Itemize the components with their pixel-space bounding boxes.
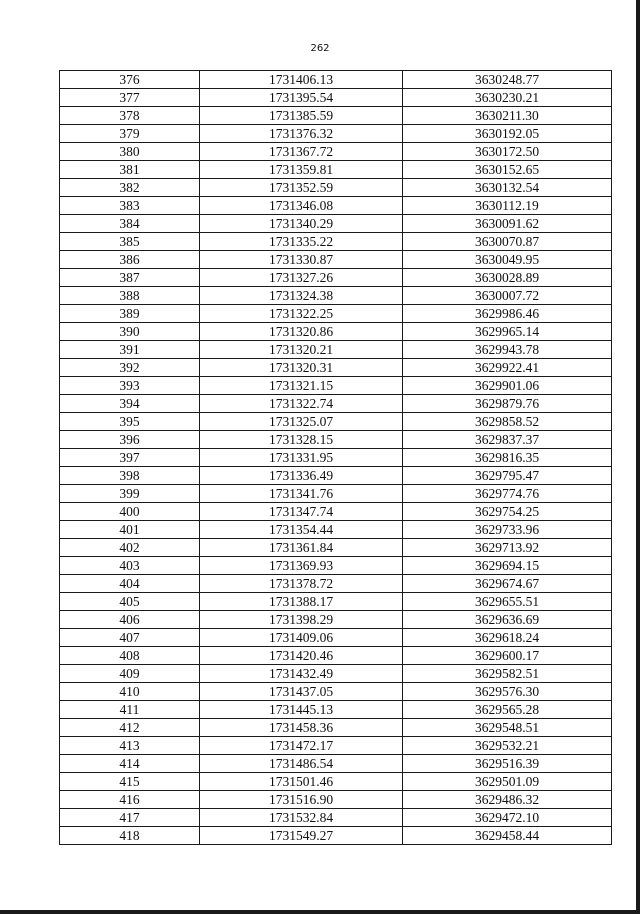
y-coordinate-cell: 3629636.69	[403, 611, 612, 629]
x-coordinate-cell: 1731347.74	[200, 503, 403, 521]
table-row	[60, 647, 612, 665]
y-coordinate-cell: 3630192.05	[403, 125, 612, 143]
table-row	[60, 719, 612, 737]
table-row	[60, 377, 612, 395]
x-coordinate-cell: 1731321.15	[200, 377, 403, 395]
y-coordinate-cell: 3629576.30	[403, 683, 612, 701]
y-coordinate-cell: 3629458.44	[403, 827, 612, 845]
y-coordinate-cell: 3630152.65	[403, 161, 612, 179]
table-row	[60, 827, 612, 845]
point-number-cell: 383	[60, 197, 200, 215]
table-row	[60, 485, 612, 503]
table-row	[60, 107, 612, 125]
x-coordinate-cell: 1731361.84	[200, 539, 403, 557]
x-coordinate-cell: 1731376.32	[200, 125, 403, 143]
x-coordinate-cell: 1731359.81	[200, 161, 403, 179]
point-number-cell: 406	[60, 611, 200, 629]
point-number-cell: 394	[60, 395, 200, 413]
point-number-cell: 409	[60, 665, 200, 683]
x-coordinate-cell: 1731352.59	[200, 179, 403, 197]
point-number-cell: 400	[60, 503, 200, 521]
y-coordinate-cell: 3629901.06	[403, 377, 612, 395]
x-coordinate-cell: 1731385.59	[200, 107, 403, 125]
y-coordinate-cell: 3629879.76	[403, 395, 612, 413]
page-number: 262	[310, 43, 330, 54]
table-row	[60, 773, 612, 791]
x-coordinate-cell: 1731328.15	[200, 431, 403, 449]
y-coordinate-cell: 3629858.52	[403, 413, 612, 431]
y-coordinate-cell: 3629532.21	[403, 737, 612, 755]
y-coordinate-cell: 3629516.39	[403, 755, 612, 773]
x-coordinate-cell: 1731437.05	[200, 683, 403, 701]
table-row	[60, 269, 612, 287]
point-number-cell: 417	[60, 809, 200, 827]
point-number-cell: 416	[60, 791, 200, 809]
point-number-cell: 404	[60, 575, 200, 593]
table-row	[60, 557, 612, 575]
x-coordinate-cell: 1731331.95	[200, 449, 403, 467]
table-row	[60, 503, 612, 521]
x-coordinate-cell: 1731406.13	[200, 71, 403, 89]
point-number-cell: 385	[60, 233, 200, 251]
y-coordinate-cell: 3629733.96	[403, 521, 612, 539]
y-coordinate-cell: 3629943.78	[403, 341, 612, 359]
y-coordinate-cell: 3629713.92	[403, 539, 612, 557]
x-coordinate-cell: 1731322.74	[200, 395, 403, 413]
scan-edge-bottom	[0, 910, 640, 914]
y-coordinate-cell: 3630172.50	[403, 143, 612, 161]
table-row	[60, 665, 612, 683]
x-coordinate-cell: 1731409.06	[200, 629, 403, 647]
y-coordinate-cell: 3630070.87	[403, 233, 612, 251]
y-coordinate-cell: 3630132.54	[403, 179, 612, 197]
point-number-cell: 411	[60, 701, 200, 719]
table-row	[60, 359, 612, 377]
table-row	[60, 305, 612, 323]
y-coordinate-cell: 3629922.41	[403, 359, 612, 377]
point-number-cell: 405	[60, 593, 200, 611]
table-row	[60, 701, 612, 719]
point-number-cell: 396	[60, 431, 200, 449]
x-coordinate-cell: 1731325.07	[200, 413, 403, 431]
point-number-cell: 414	[60, 755, 200, 773]
table-body	[60, 71, 612, 845]
x-coordinate-cell: 1731320.86	[200, 323, 403, 341]
y-coordinate-cell: 3629754.25	[403, 503, 612, 521]
y-coordinate-cell: 3630211.30	[403, 107, 612, 125]
y-coordinate-cell: 3629795.47	[403, 467, 612, 485]
point-number-cell: 408	[60, 647, 200, 665]
x-coordinate-cell: 1731324.38	[200, 287, 403, 305]
table-row	[60, 449, 612, 467]
table-row	[60, 89, 612, 107]
y-coordinate-cell: 3629774.76	[403, 485, 612, 503]
point-number-cell: 418	[60, 827, 200, 845]
table-row	[60, 521, 612, 539]
point-number-cell: 398	[60, 467, 200, 485]
point-number-cell: 390	[60, 323, 200, 341]
y-coordinate-cell: 3630028.89	[403, 269, 612, 287]
y-coordinate-cell: 3629965.14	[403, 323, 612, 341]
point-number-cell: 387	[60, 269, 200, 287]
table-row	[60, 629, 612, 647]
x-coordinate-cell: 1731327.26	[200, 269, 403, 287]
y-coordinate-cell: 3629816.35	[403, 449, 612, 467]
x-coordinate-cell: 1731458.36	[200, 719, 403, 737]
y-coordinate-cell: 3630112.19	[403, 197, 612, 215]
x-coordinate-cell: 1731340.29	[200, 215, 403, 233]
point-number-cell: 393	[60, 377, 200, 395]
y-coordinate-cell: 3629501.09	[403, 773, 612, 791]
point-number-cell: 378	[60, 107, 200, 125]
x-coordinate-cell: 1731341.76	[200, 485, 403, 503]
point-number-cell: 410	[60, 683, 200, 701]
table-row	[60, 161, 612, 179]
table-row	[60, 413, 612, 431]
y-coordinate-cell: 3630230.21	[403, 89, 612, 107]
x-coordinate-cell: 1731501.46	[200, 773, 403, 791]
point-number-cell: 407	[60, 629, 200, 647]
y-coordinate-cell: 3629655.51	[403, 593, 612, 611]
y-coordinate-cell: 3629582.51	[403, 665, 612, 683]
point-number-cell: 384	[60, 215, 200, 233]
x-coordinate-cell: 1731354.44	[200, 521, 403, 539]
table-row	[60, 737, 612, 755]
x-coordinate-cell: 1731330.87	[200, 251, 403, 269]
point-number-cell: 377	[60, 89, 200, 107]
y-coordinate-cell: 3629600.17	[403, 647, 612, 665]
point-number-cell: 392	[60, 359, 200, 377]
x-coordinate-cell: 1731398.29	[200, 611, 403, 629]
table-row	[60, 809, 612, 827]
point-number-cell: 403	[60, 557, 200, 575]
x-coordinate-cell: 1731378.72	[200, 575, 403, 593]
x-coordinate-cell: 1731388.17	[200, 593, 403, 611]
y-coordinate-cell: 3630091.62	[403, 215, 612, 233]
table-row	[60, 593, 612, 611]
table-row	[60, 341, 612, 359]
x-coordinate-cell: 1731516.90	[200, 791, 403, 809]
point-number-cell: 415	[60, 773, 200, 791]
x-coordinate-cell: 1731369.93	[200, 557, 403, 575]
table-row	[60, 683, 612, 701]
coordinates-table	[59, 70, 612, 845]
table-row	[60, 233, 612, 251]
x-coordinate-cell: 1731549.27	[200, 827, 403, 845]
table-row	[60, 143, 612, 161]
table-row	[60, 395, 612, 413]
point-number-cell: 401	[60, 521, 200, 539]
point-number-cell: 379	[60, 125, 200, 143]
table-row	[60, 287, 612, 305]
table-row	[60, 125, 612, 143]
y-coordinate-cell: 3629837.37	[403, 431, 612, 449]
point-number-cell: 399	[60, 485, 200, 503]
y-coordinate-cell: 3630049.95	[403, 251, 612, 269]
y-coordinate-cell: 3629674.67	[403, 575, 612, 593]
x-coordinate-cell: 1731472.17	[200, 737, 403, 755]
y-coordinate-cell: 3629565.28	[403, 701, 612, 719]
table-row	[60, 467, 612, 485]
x-coordinate-cell: 1731320.31	[200, 359, 403, 377]
table-row	[60, 575, 612, 593]
x-coordinate-cell: 1731346.08	[200, 197, 403, 215]
table-row	[60, 791, 612, 809]
x-coordinate-cell: 1731420.46	[200, 647, 403, 665]
point-number-cell: 402	[60, 539, 200, 557]
table-row	[60, 431, 612, 449]
y-coordinate-cell: 3629548.51	[403, 719, 612, 737]
x-coordinate-cell: 1731335.22	[200, 233, 403, 251]
y-coordinate-cell: 3629986.46	[403, 305, 612, 323]
x-coordinate-cell: 1731486.54	[200, 755, 403, 773]
scan-edge-right	[636, 0, 640, 914]
point-number-cell: 391	[60, 341, 200, 359]
y-coordinate-cell: 3629486.32	[403, 791, 612, 809]
point-number-cell: 381	[60, 161, 200, 179]
point-number-cell: 395	[60, 413, 200, 431]
table-row	[60, 179, 612, 197]
point-number-cell: 376	[60, 71, 200, 89]
point-number-cell: 388	[60, 287, 200, 305]
table-row	[60, 197, 612, 215]
table-row	[60, 71, 612, 89]
x-coordinate-cell: 1731367.72	[200, 143, 403, 161]
x-coordinate-cell: 1731445.13	[200, 701, 403, 719]
table-row	[60, 611, 612, 629]
y-coordinate-cell: 3629618.24	[403, 629, 612, 647]
point-number-cell: 382	[60, 179, 200, 197]
x-coordinate-cell: 1731432.49	[200, 665, 403, 683]
y-coordinate-cell: 3629472.10	[403, 809, 612, 827]
table-row	[60, 539, 612, 557]
point-number-cell: 389	[60, 305, 200, 323]
point-number-cell: 413	[60, 737, 200, 755]
point-number-cell: 412	[60, 719, 200, 737]
point-number-cell: 386	[60, 251, 200, 269]
x-coordinate-cell: 1731532.84	[200, 809, 403, 827]
y-coordinate-cell: 3629694.15	[403, 557, 612, 575]
y-coordinate-cell: 3630007.72	[403, 287, 612, 305]
x-coordinate-cell: 1731322.25	[200, 305, 403, 323]
table-row	[60, 323, 612, 341]
table-row	[60, 755, 612, 773]
x-coordinate-cell: 1731336.49	[200, 467, 403, 485]
x-coordinate-cell: 1731395.54	[200, 89, 403, 107]
x-coordinate-cell: 1731320.21	[200, 341, 403, 359]
table-row	[60, 215, 612, 233]
table-row	[60, 251, 612, 269]
point-number-cell: 380	[60, 143, 200, 161]
y-coordinate-cell: 3630248.77	[403, 71, 612, 89]
point-number-cell: 397	[60, 449, 200, 467]
